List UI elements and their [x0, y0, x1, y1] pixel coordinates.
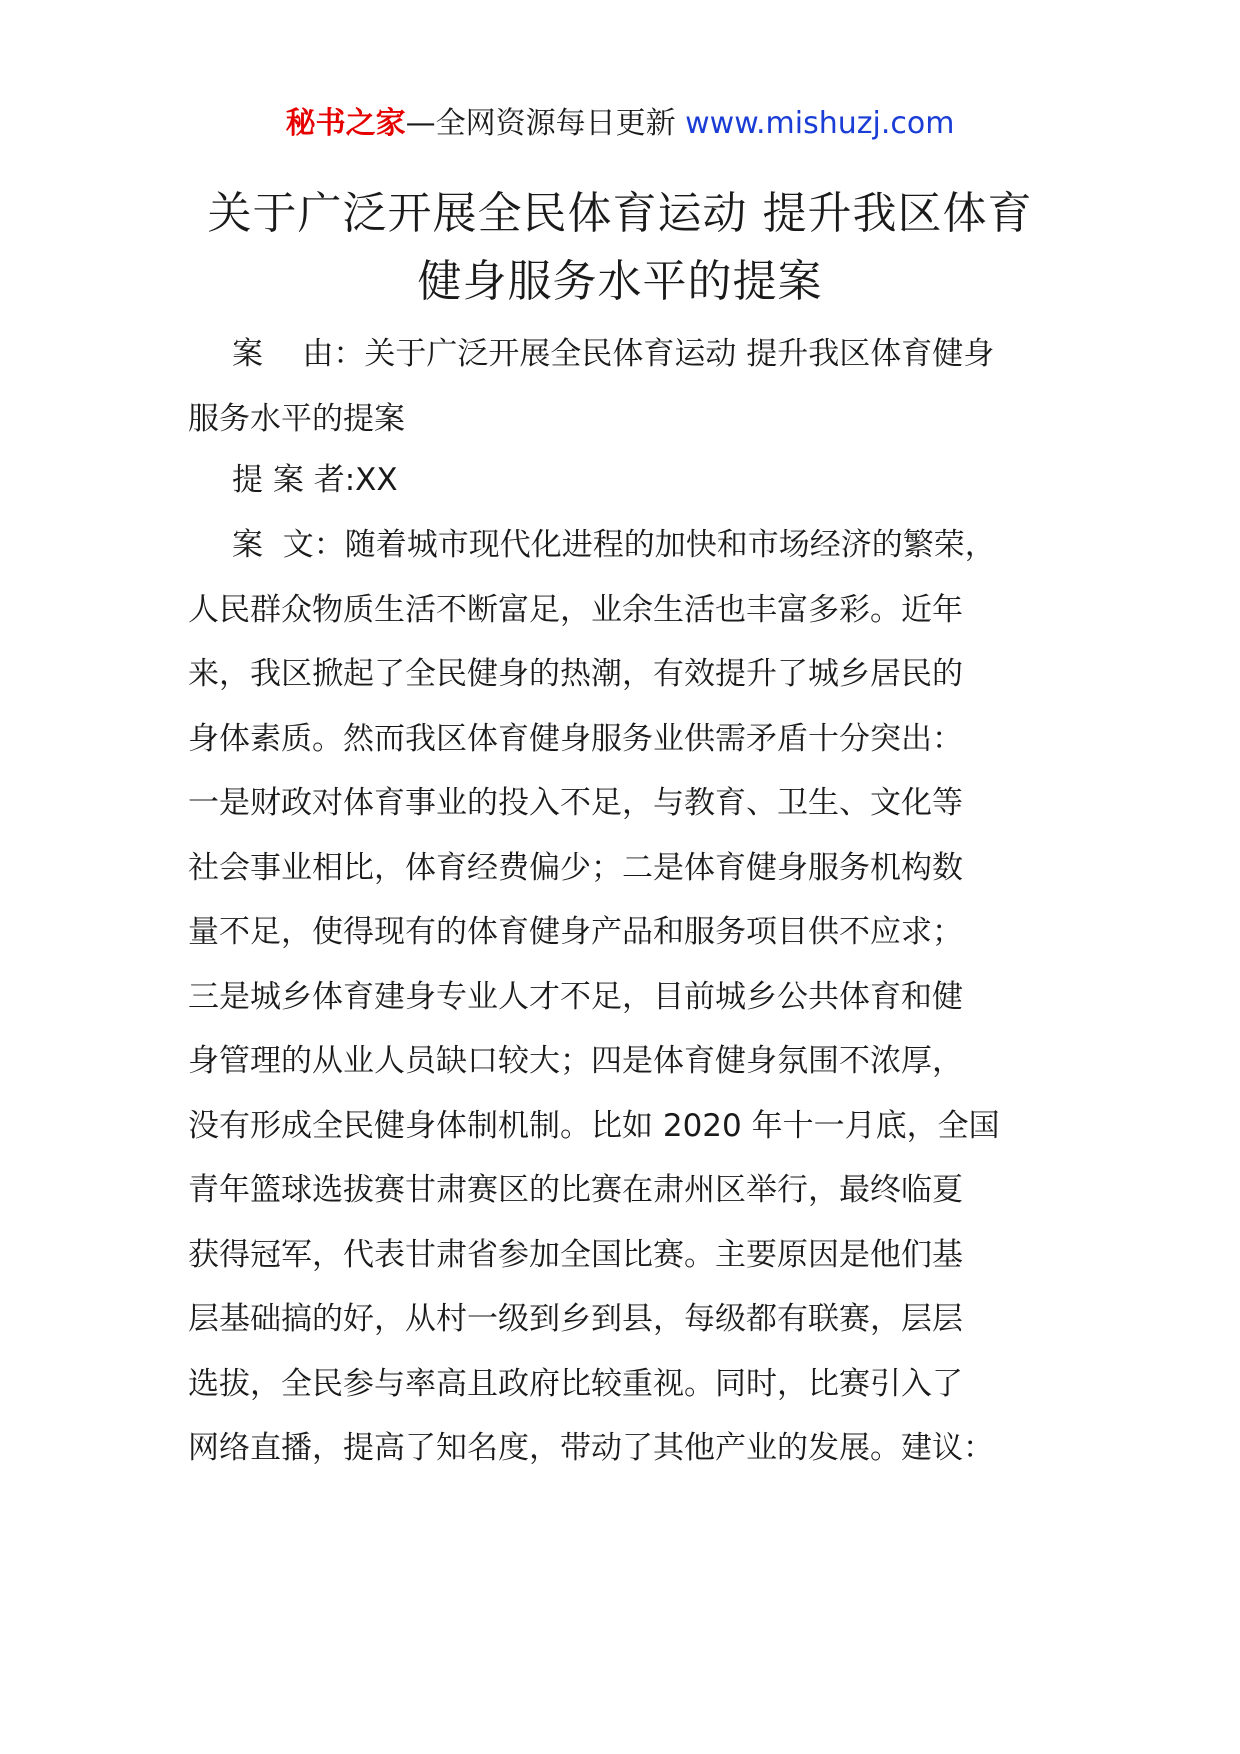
text-line: 人民群众物质生活不断富足，业余生活也丰富多彩。近年 — [188, 591, 963, 628]
title-line-1: 关于广泛开展全民体育运动 提升我区体育 — [207, 188, 1033, 239]
text-line: 案 文：随着城市现代化进程的加快和市场经济的繁荣， — [232, 527, 996, 563]
proposer-line: 提 案 者:XX — [232, 462, 398, 498]
text-line: 身体素质。然而我区体育健身服务业供需矛盾十分突出： — [188, 720, 963, 757]
text-line: 网络直播，提高了知名度，带动了其他产业的发展。建议： — [188, 1430, 994, 1466]
text-line: 量不足，使得现有的体育健身产品和服务项目供不应求； — [188, 914, 963, 950]
text-line: 身管理的从业人员缺口较大；四是体育健身氛围不浓厚， — [188, 1043, 963, 1079]
text-line: 来，我区掀起了全民健身的热潮，有效提升了城乡居民的 — [188, 656, 963, 692]
text-line: 一是财政对体育事业的投入不足，与教育、卫生、文化等 — [188, 785, 963, 821]
text-line: 青年篮球选拔赛甘肃赛区的比赛在肃州区举行，最终临夏 — [188, 1172, 963, 1208]
reason-line-1: 案 由：关于广泛开展全民体育运动 提升我区体育健身 — [232, 336, 995, 372]
title-line-2: 健身服务水平的提案 — [417, 256, 823, 307]
text-line: 没有形成全民健身体制机制。比如 2020 年十一月底，全国 — [188, 1107, 1000, 1144]
text-line: 选拔，全民参与率高且政府比较重视。同时，比赛引入了 — [188, 1365, 963, 1402]
site-header — [0, 100, 1240, 148]
text-line: 获得冠军，代表甘肃省参加全国比赛。主要原因是他们基 — [188, 1236, 963, 1273]
site-slogan: —全网资源每日更新 — [405, 106, 676, 141]
text-line: 层基础搞的好，从村一级到乡到县，每级都有联赛，层层 — [188, 1301, 963, 1337]
site-url-link[interactable]: www.mishuzj.com — [685, 106, 955, 141]
proposal-text-section — [188, 513, 1068, 1481]
reason-line-2: 服务水平的提案 — [188, 400, 405, 437]
text-line: 三是城乡体育建身专业人才不足，目前城乡公共体育和健 — [188, 978, 963, 1015]
site-brand: 秘书之家 — [285, 106, 406, 141]
reason-section — [188, 322, 1068, 451]
proposer-section — [188, 448, 1068, 513]
text-line: 社会事业相比，体育经费偏少；二是体育健身服务机构数 — [188, 849, 963, 886]
document-title — [150, 180, 1090, 316]
